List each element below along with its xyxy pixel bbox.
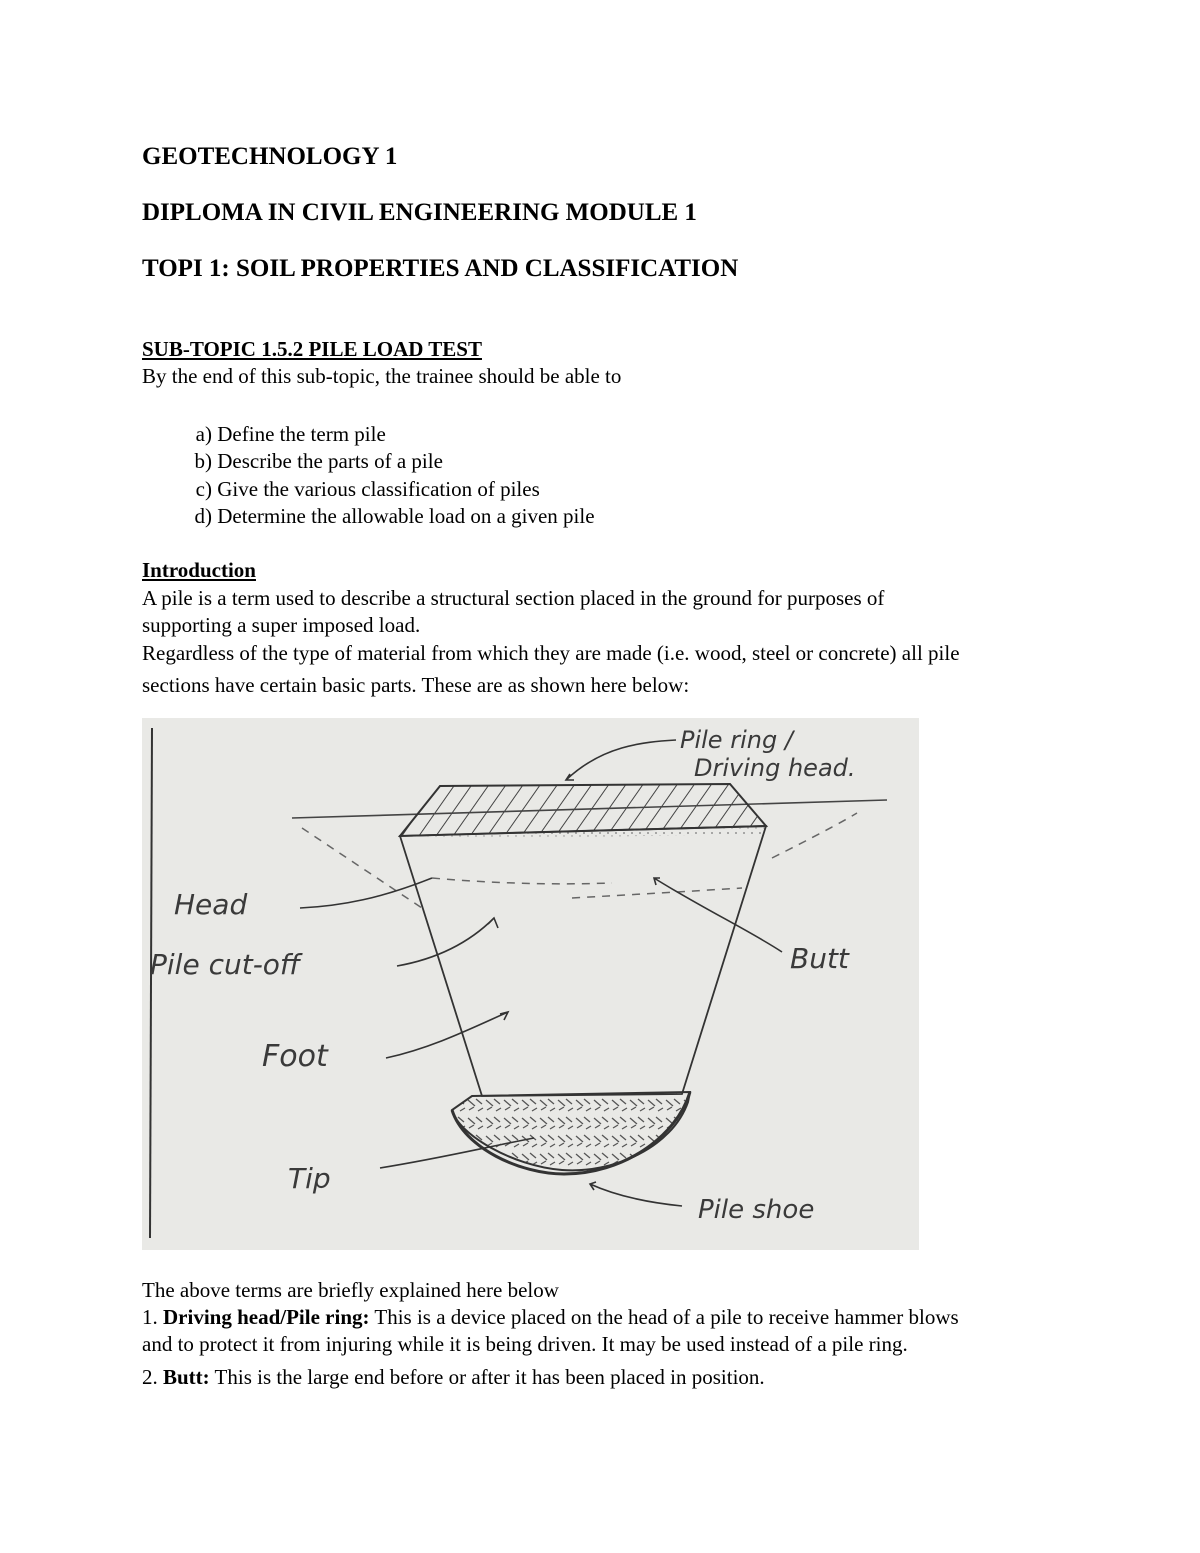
introduction-line: sections have certain basic parts. These are as shown here below: xyxy=(142,673,690,697)
pile-ring-leader xyxy=(566,740,676,780)
label-head: Head xyxy=(174,888,248,921)
list-item: c) Give the various classification of piles xyxy=(195,476,540,501)
pile-shoe-shape xyxy=(452,1092,690,1170)
introduction-heading: Introduction xyxy=(142,558,256,582)
label-pile-shoe: Pile shoe xyxy=(698,1195,815,1225)
introduction-line: A pile is a term used to describe a structural section placed in the ground for purposes of xyxy=(142,586,885,610)
topic-title: TOPI 1: SOIL PROPERTIES AND CLASSIFICATION xyxy=(142,255,739,282)
pile-sketch xyxy=(142,718,919,1250)
pile-body-shape xyxy=(400,826,766,1096)
term-name: Driving head/Pile ring: xyxy=(163,1305,370,1329)
label-driving-head: Driving head. xyxy=(694,754,856,782)
butt-leader xyxy=(654,878,782,952)
term-name: Butt: xyxy=(163,1365,210,1389)
objectives-list xyxy=(142,421,595,530)
term-item-continuation: and to protect it from injuring while it is being driven. It may be used instead of a pile ring. xyxy=(142,1332,908,1356)
subtopic-intro: By the end of this sub-topic, the trainee should be able to xyxy=(142,364,622,388)
subtopic-title: SUB-TOPIC 1.5.2 PILE LOAD TEST xyxy=(142,337,482,361)
term-item: 2. Butt: This is the large end before or after it has been placed in position. xyxy=(142,1365,765,1389)
introduction-line: Regardless of the type of material from which they are made (i.e. wood, steel or concrete) all pile xyxy=(142,641,960,665)
list-item: a) Define the term pile xyxy=(195,422,386,446)
program-title: DIPLOMA IN CIVIL ENGINEERING MODULE 1 xyxy=(142,199,697,226)
term-item: 1. Driving head/Pile ring: This is a device placed on the head of a pile to receive hammer blows xyxy=(142,1305,959,1329)
head-leader xyxy=(300,878,432,908)
foot-leader xyxy=(386,1012,508,1058)
label-butt: Butt xyxy=(790,942,849,975)
label-pile-ring: Pile ring / xyxy=(680,726,793,754)
label-foot: Foot xyxy=(262,1039,328,1074)
margin-line xyxy=(150,728,152,1238)
shoe-leader xyxy=(590,1182,682,1206)
label-tip: Tip xyxy=(288,1162,331,1195)
course-title: GEOTECHNOLOGY 1 xyxy=(142,143,398,170)
introduction-line: supporting a super imposed load. xyxy=(142,613,421,637)
cutoff-leader xyxy=(397,918,498,966)
terms-lead: The above terms are briefly explained here below xyxy=(142,1278,559,1302)
pile-parts-figure xyxy=(142,718,919,1250)
label-pile-cutoff: Pile cut-off xyxy=(150,948,301,981)
list-item: b) Describe the parts of a pile xyxy=(194,449,443,474)
list-item: d) Determine the allowable load on a given pile xyxy=(194,503,595,528)
